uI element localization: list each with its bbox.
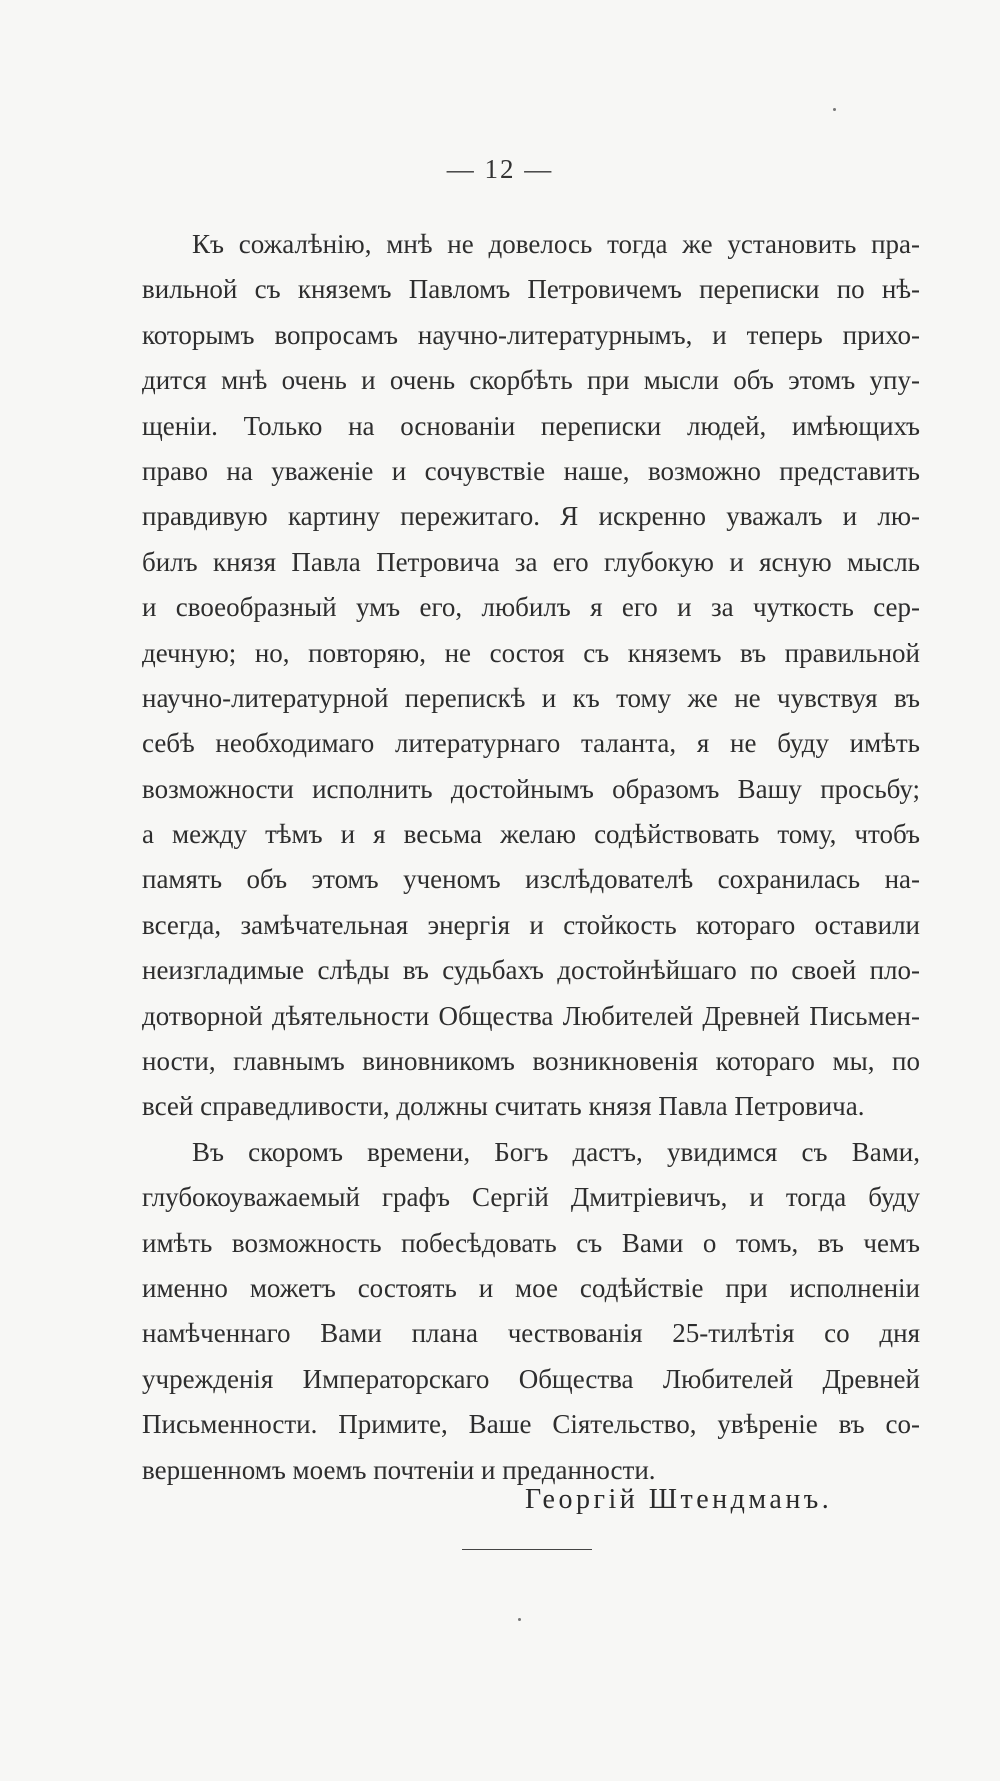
text-line: вершенномъ моемъ почтеніи и преданности. bbox=[142, 1454, 656, 1485]
text-line: намѣченнаго Вами плана чествованія 25-тилѣтія со дня bbox=[142, 1318, 920, 1349]
text-line: всей справедливости, должны считать князя Павла Петровича. bbox=[142, 1091, 865, 1122]
text-line: себѣ необходимаго литературнаго таланта, я не буду имѣть bbox=[142, 728, 920, 759]
text-line: вильной съ княземъ Павломъ Петровичемъ переписки по нѣ- bbox=[142, 274, 920, 305]
text-line: имѣть возможность побесѣдовать съ Вами о томъ, въ чемъ bbox=[142, 1227, 920, 1258]
paper-speck bbox=[833, 108, 836, 111]
text-line: которымъ вопросамъ научно-литературнымъ, и теперь прихо- bbox=[142, 319, 920, 350]
text-line: ности, главнымъ виновникомъ возникновенія котораго мы, по bbox=[142, 1046, 920, 1077]
text-line: возможности исполнить достойнымъ образомъ Вашу просьбу; bbox=[142, 773, 920, 804]
text-line: а между тѣмъ и я весьма желаю содѣйствовать тому, чтобъ bbox=[142, 819, 920, 850]
text-line: память объ этомъ ученомъ изслѣдователѣ сохранилась на- bbox=[142, 864, 920, 895]
text-line: дотворной дѣятельности Общества Любителей Древней Письмен- bbox=[142, 1000, 920, 1031]
text-line: научно-литературной перепискѣ и къ тому же не чувствуя въ bbox=[142, 682, 920, 713]
text-line: глубокоуважаемый графъ Сергій Дмитріевичъ, и тогда буду bbox=[142, 1182, 920, 1213]
text-line: и своеобразный умъ его, любилъ я его и за чуткость сер- bbox=[142, 592, 920, 623]
text-line: Въ скоромъ времени, Богъ дастъ, увидимся съ Вами, bbox=[192, 1136, 920, 1167]
text-line: дечную; но, повторяю, не состоя съ княземъ въ правильной bbox=[142, 637, 920, 668]
letter-body bbox=[142, 222, 920, 1493]
page-number: — 12 — bbox=[446, 154, 554, 184]
signature: Георгій Штендманъ. bbox=[525, 1484, 833, 1515]
text-line: Къ сожалѣнію, мнѣ не довелось тогда же установить пра- bbox=[192, 229, 920, 259]
text-line: учрежденія Императорскаго Общества Любителей Древней bbox=[142, 1363, 920, 1394]
closing-rule bbox=[462, 1549, 592, 1550]
text-line: щеніи. Только на основаніи переписки людей, имѣющихъ bbox=[142, 410, 920, 441]
text-line: право на уваженіе и сочувствіе наше, возможно представить bbox=[142, 455, 920, 486]
text-line: дится мнѣ очень и очень скорбѣть при мысли объ этомъ упу- bbox=[142, 365, 920, 396]
text-line: именно можетъ состоять и мое содѣйствіе при исполненіи bbox=[142, 1272, 920, 1303]
text-line: правдивую картину пережитаго. Я искренно уважалъ и лю- bbox=[142, 501, 920, 532]
text-line: Письменности. Примите, Ваше Сіятельство, увѣреніе въ со- bbox=[142, 1409, 920, 1440]
text-line: всегда, замѣчательная энергія и стойкость котораго оставили bbox=[142, 909, 920, 940]
text-line: билъ князя Павла Петровича за его глубокую и ясную мысль bbox=[142, 546, 920, 577]
paper-speck bbox=[518, 1618, 521, 1621]
text-line: неизгладимые слѣды въ судьбахъ достойнѣйшаго по своей пло- bbox=[142, 955, 920, 986]
